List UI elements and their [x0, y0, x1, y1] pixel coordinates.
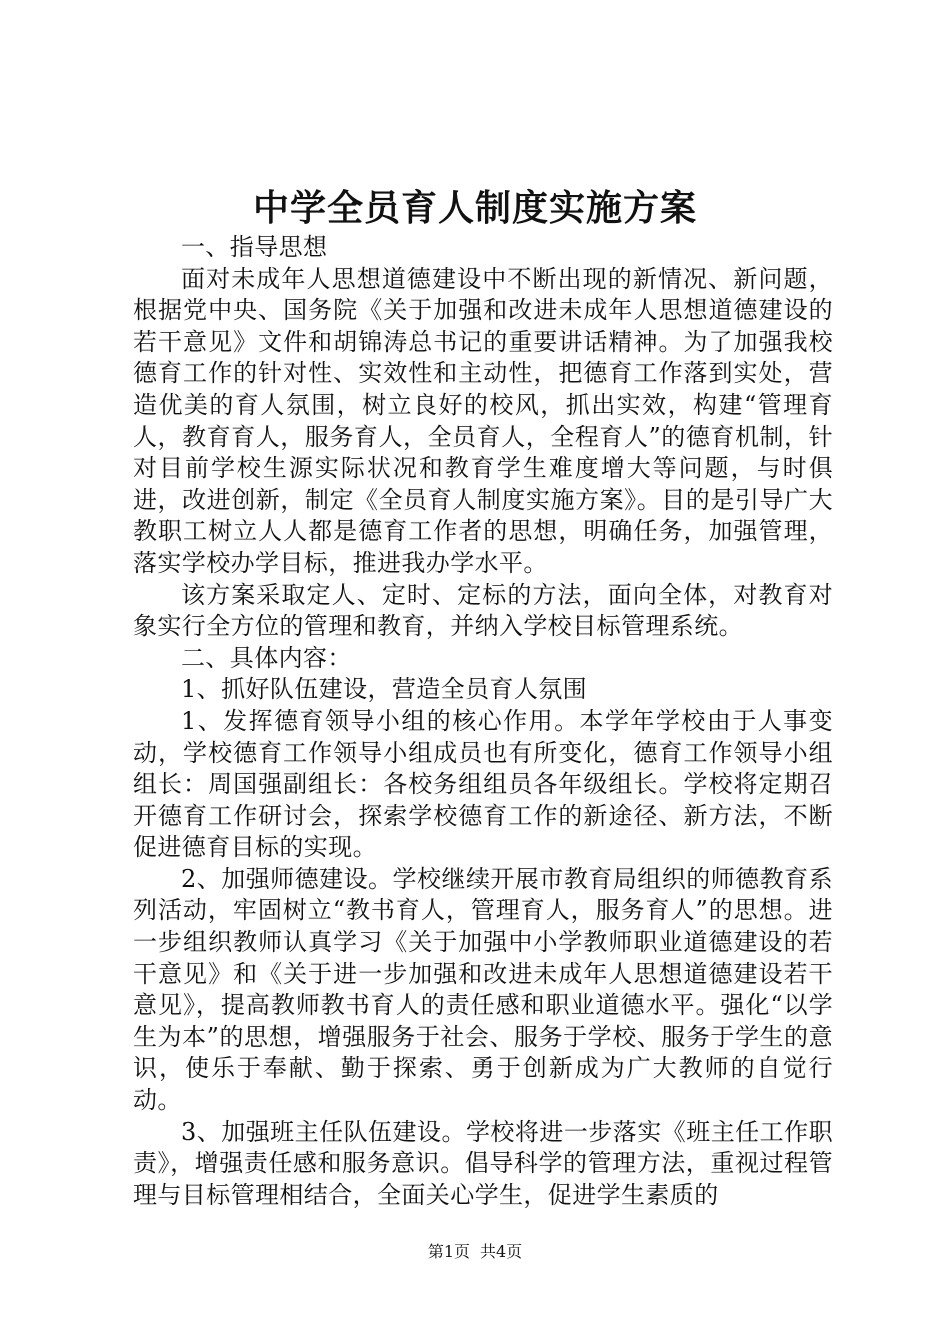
page-footer [0, 1241, 950, 1263]
page-total: 共4页 [480, 1242, 523, 1261]
section-heading: 一、指导思想 [181, 233, 328, 261]
body-paragraph: 3、加强班主任队伍建设。学校将进一步落实《班主任工作职责》，增强责任感和服务意识。倡导科学的管理方法，重视过程管理与目标管理相结合，全面关心学生，促进学生素质的 [133, 1117, 833, 1209]
body-paragraph: 面对未成年人思想道德建设中不断出现的新情况、新问题，根据党中央、国务院《关于加强和改进未成年人思想道德建设的若干意见》文件和胡锦涛总书记的重要讲话精神。为了加强我校德育工作的针对性、实效性和主动性，把德育工作落到实处，营造优美的育人氛围，树立良好的校风，抓出实效，构建“管理育人，教育育人，服务育人，全员育人，全程育人”的德育机制，针对目前学校生源实际状况和教育学生难度增大等问题，与时俱进，改进创新，制定《全员育人制度实施方案》。目的是引导广大教职工树立人人都是德育工作者的思想，明确任务，加强管理，落实学校办学目标，推进我办学水平。 [133, 264, 833, 577]
document-body [133, 232, 833, 1211]
body-paragraph: 该方案采取定人、定时、定标的方法，面向全体，对教育对象实行全方位的管理和教育，并纳入学校目标管理系统。 [133, 580, 833, 641]
section-heading: 二、具体内容： [181, 643, 352, 672]
document-title: 中学全员育人制度实施方案 [252, 187, 697, 229]
body-paragraph: 1、发挥德育领导小组的核心作用。本学年学校由于人事变动，学校德育工作领导小组成员也有所变化，德育工作领导小组组长：周国强副组长：各校务组组员各年级组长。学校将定期召开德育工作研讨会，探索学校德育工作的新途径、新方法，不断促进德育目标的实现。 [133, 706, 833, 862]
body-paragraph: 2、加强师德建设。学校继续开展市教育局组织的师德教育系列活动，牢固树立“教书育人，管理育人，服务育人”的思想。进一步组织教师认真学习《关于加强中小学教师职业道德建设的若干意见》和《关于进一步加强和改进未成年人思想道德建设若干意见》，提高教师教书育人的责任感和职业道德水平。强化“以学生为本”的思想，增强服务于社会、服务于学校、服务于学生的意识，使乐于奉献、勤于探索、勇于创新成为广大教师的自觉行动。 [133, 864, 833, 1115]
subsection-heading: 1、抓好队伍建设，营造全员育人氛围 [181, 675, 588, 704]
page-number: 第1页 [427, 1242, 470, 1261]
